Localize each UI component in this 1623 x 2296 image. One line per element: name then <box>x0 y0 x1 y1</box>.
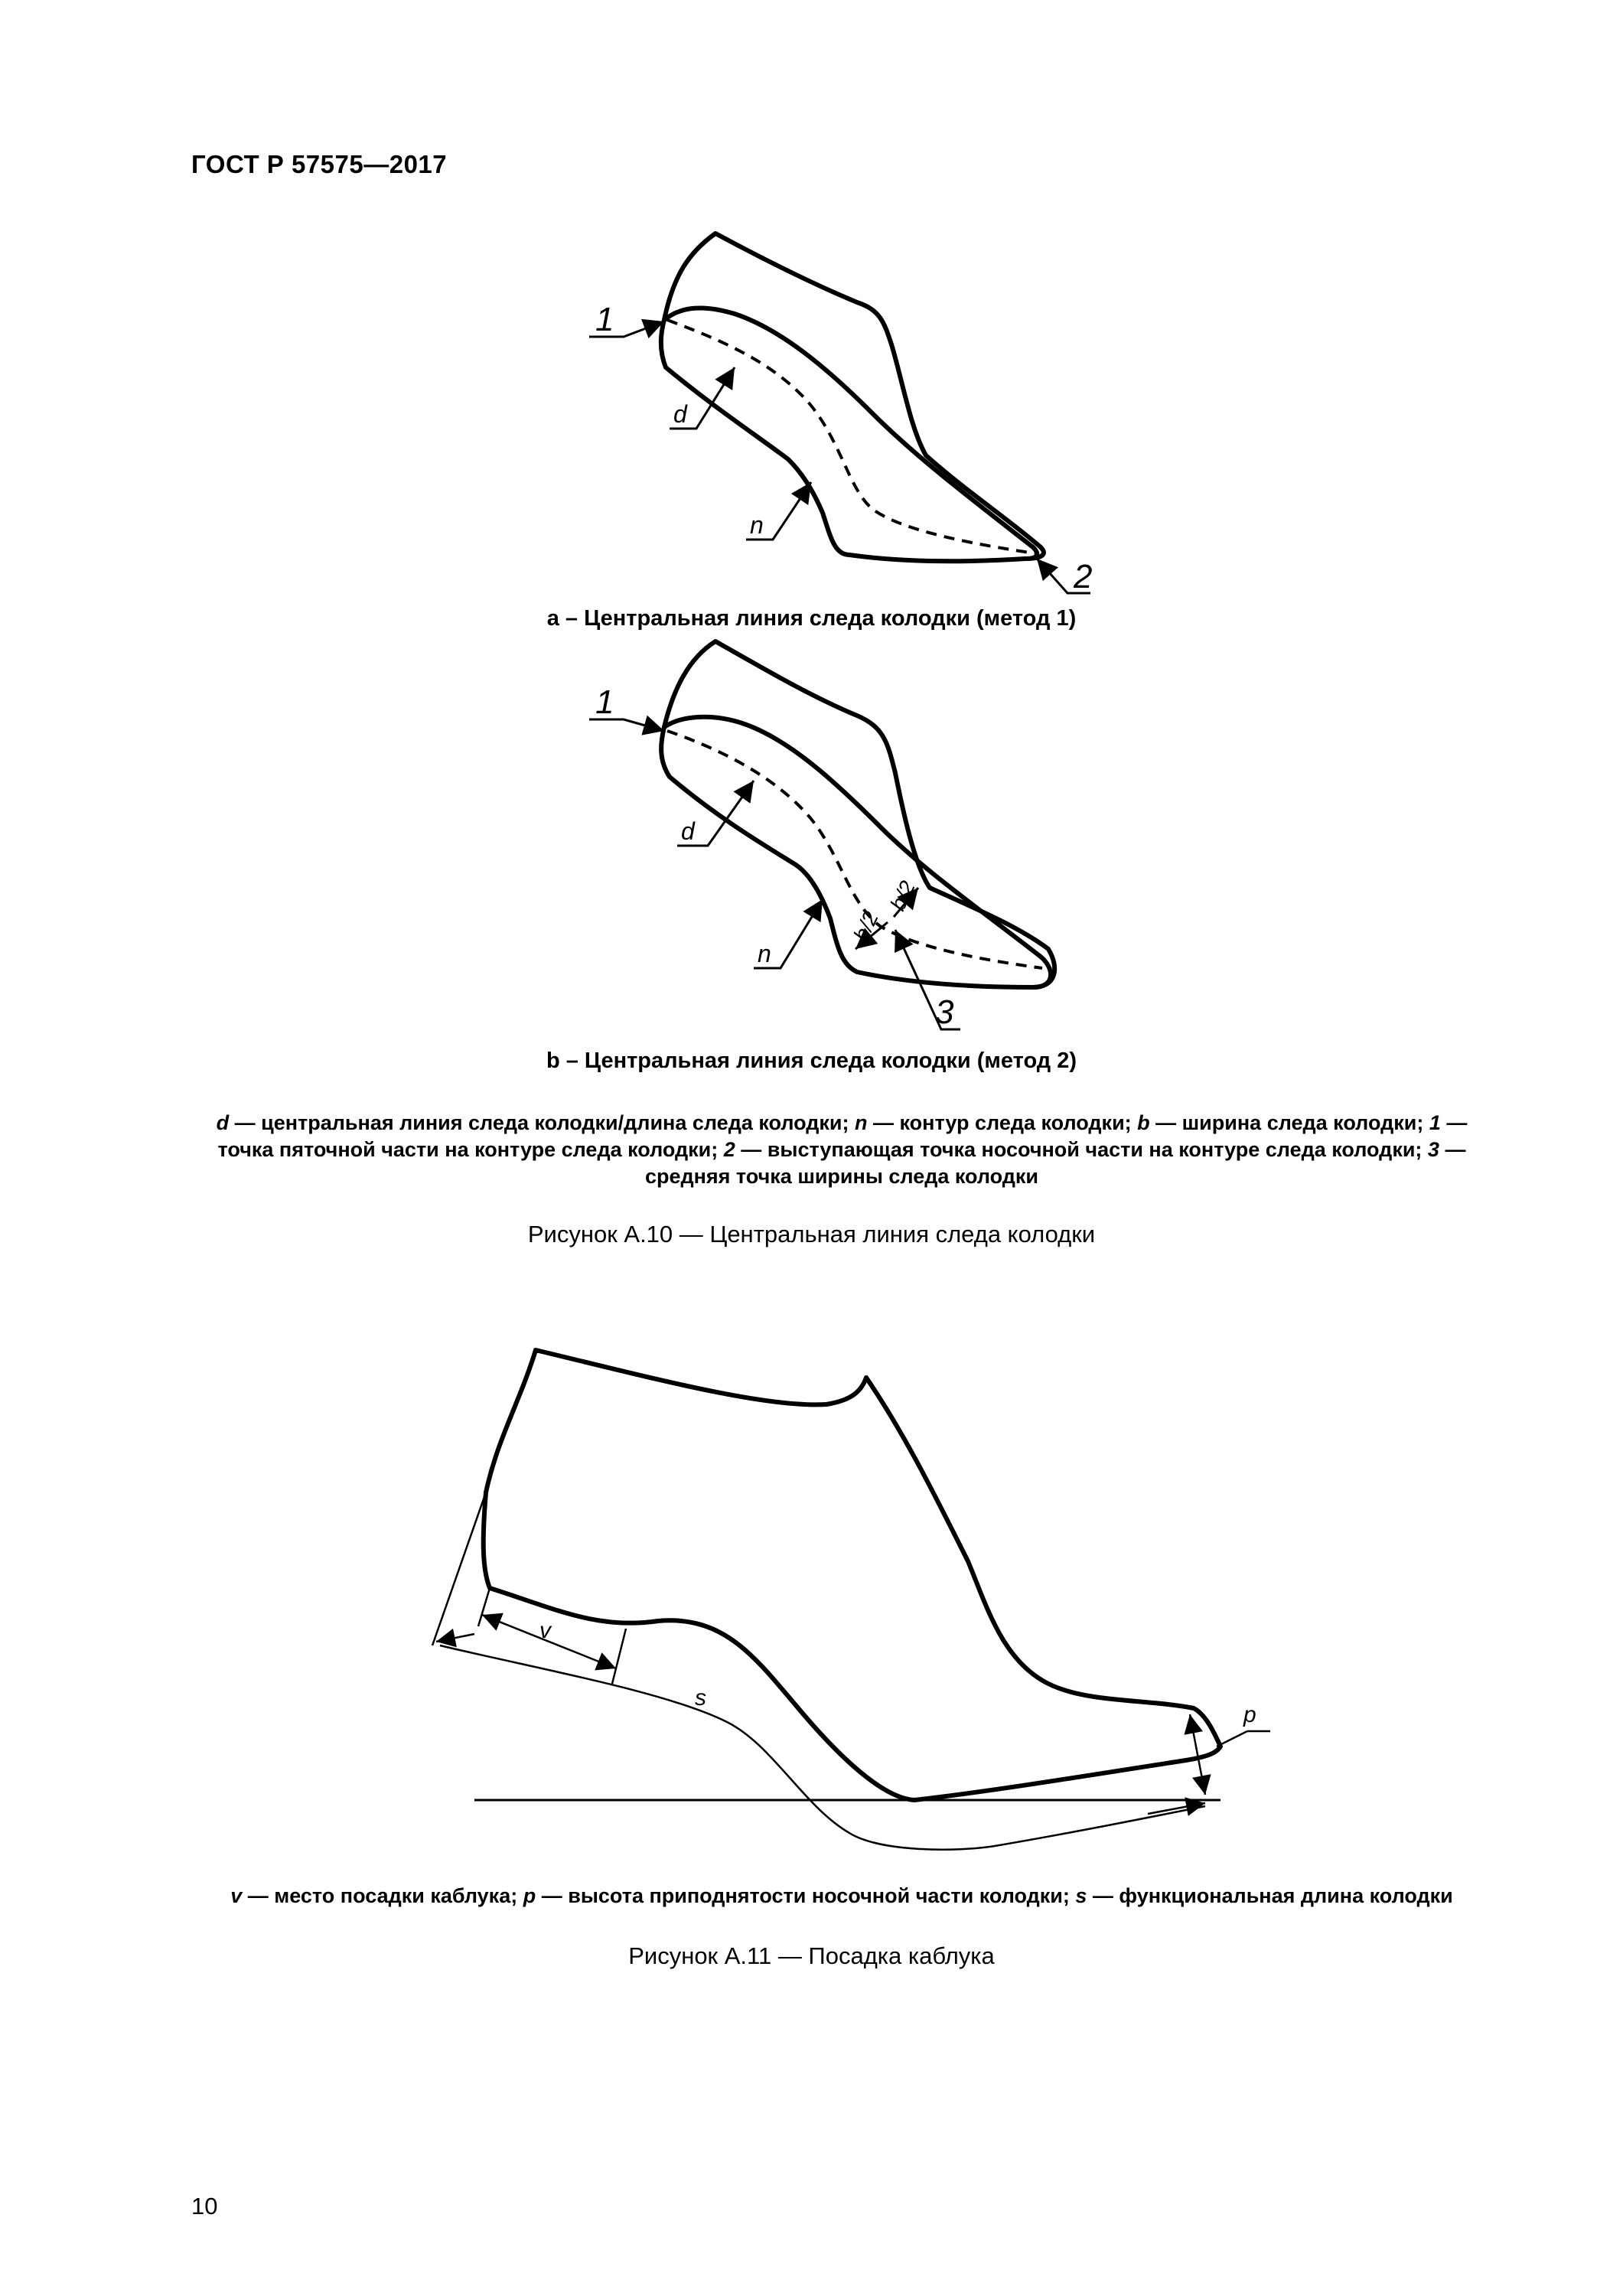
legend-a11-item-symbol: p <box>523 1884 536 1907</box>
s-start-arrow <box>436 1634 474 1642</box>
legend-a10-item-symbol: d <box>216 1111 230 1134</box>
label-d: d <box>673 400 687 428</box>
sole-contour <box>664 308 1037 559</box>
label-half-width-1: b/2 <box>849 908 883 945</box>
last-outline <box>484 1350 1221 1800</box>
center-line <box>667 320 1035 553</box>
leader-point1-b <box>589 719 664 731</box>
label-half-width-2: b/2 <box>885 877 920 915</box>
label-s: s <box>695 1685 706 1711</box>
figure-a11-drawing <box>0 1332 1623 1867</box>
page-number: 10 <box>191 2193 218 2219</box>
label-point1-b: 1 <box>595 683 614 721</box>
legend-a10-item-symbol: n <box>855 1111 868 1134</box>
figure-a10a-caption: a – Центральная линия следа колодки (метод 1) <box>546 606 1077 631</box>
legend-a10-item-text: — средняя точка ширины следа колодки <box>644 1138 1466 1188</box>
legend-a10-item-text: — центральная линия следа колодки/длина следа колодки; <box>229 1111 855 1134</box>
s-extension-left <box>432 1492 486 1645</box>
legend-a11-item-text: — место посадки каблука; <box>242 1884 523 1907</box>
legend-a11-item-text: — высота приподнятости носочной части колодки; <box>536 1884 1076 1907</box>
label-p: p <box>1243 1702 1256 1727</box>
legend-a10-item-symbol: 2 <box>723 1138 735 1161</box>
label-v: v <box>539 1618 551 1643</box>
legend-a10-item-symbol: b <box>1137 1111 1150 1134</box>
legend-a10-item-text: — точка пяточной части на контуре следа колодки; <box>217 1111 1468 1161</box>
figure-a10-title: Рисунок А.10 — Центральная линия следа колодки <box>527 1221 1096 1247</box>
figure-a10-legend <box>191 1110 1492 1190</box>
v-extension-left <box>478 1588 490 1626</box>
document-header: ГОСТ Р 57575—2017 <box>191 150 448 178</box>
label-point1: 1 <box>595 301 614 338</box>
figure-a10b-drawing <box>0 635 1623 1049</box>
legend-a11-item-text: — функциональная длина колодки <box>1087 1884 1453 1907</box>
legend-a10-item-text: — ширина следа колодки; <box>1149 1111 1429 1134</box>
label-d-b: d <box>681 817 695 845</box>
functional-length-curve <box>440 1645 1205 1850</box>
legend-a11-item-symbol: v <box>230 1884 243 1907</box>
legend-a10-item-symbol: 3 <box>1427 1138 1439 1161</box>
p-leader <box>1217 1731 1247 1746</box>
figure-a10b-caption: b – Центральная линия следа колодки (метод 2) <box>546 1049 1077 1073</box>
legend-a10-item-text: — контур следа колодки; <box>867 1111 1138 1134</box>
label-point3-b: 3 <box>935 993 954 1031</box>
label-n: n <box>750 511 764 539</box>
legend-a10-item-text: — выступающая точка носочной части на контуре следа колодки; <box>735 1138 1428 1161</box>
legend-a10-item-symbol: 1 <box>1429 1111 1441 1134</box>
label-n-b: n <box>758 940 771 967</box>
legend-a11-item-symbol: s <box>1075 1884 1087 1907</box>
v-extension-right <box>612 1629 626 1684</box>
figure-a11-legend <box>191 1883 1492 1910</box>
figure-a10a-drawing <box>0 214 1623 612</box>
figure-a11-title: Рисунок А.11 — Посадка каблука <box>628 1942 995 1969</box>
label-point2: 2 <box>1074 558 1093 595</box>
